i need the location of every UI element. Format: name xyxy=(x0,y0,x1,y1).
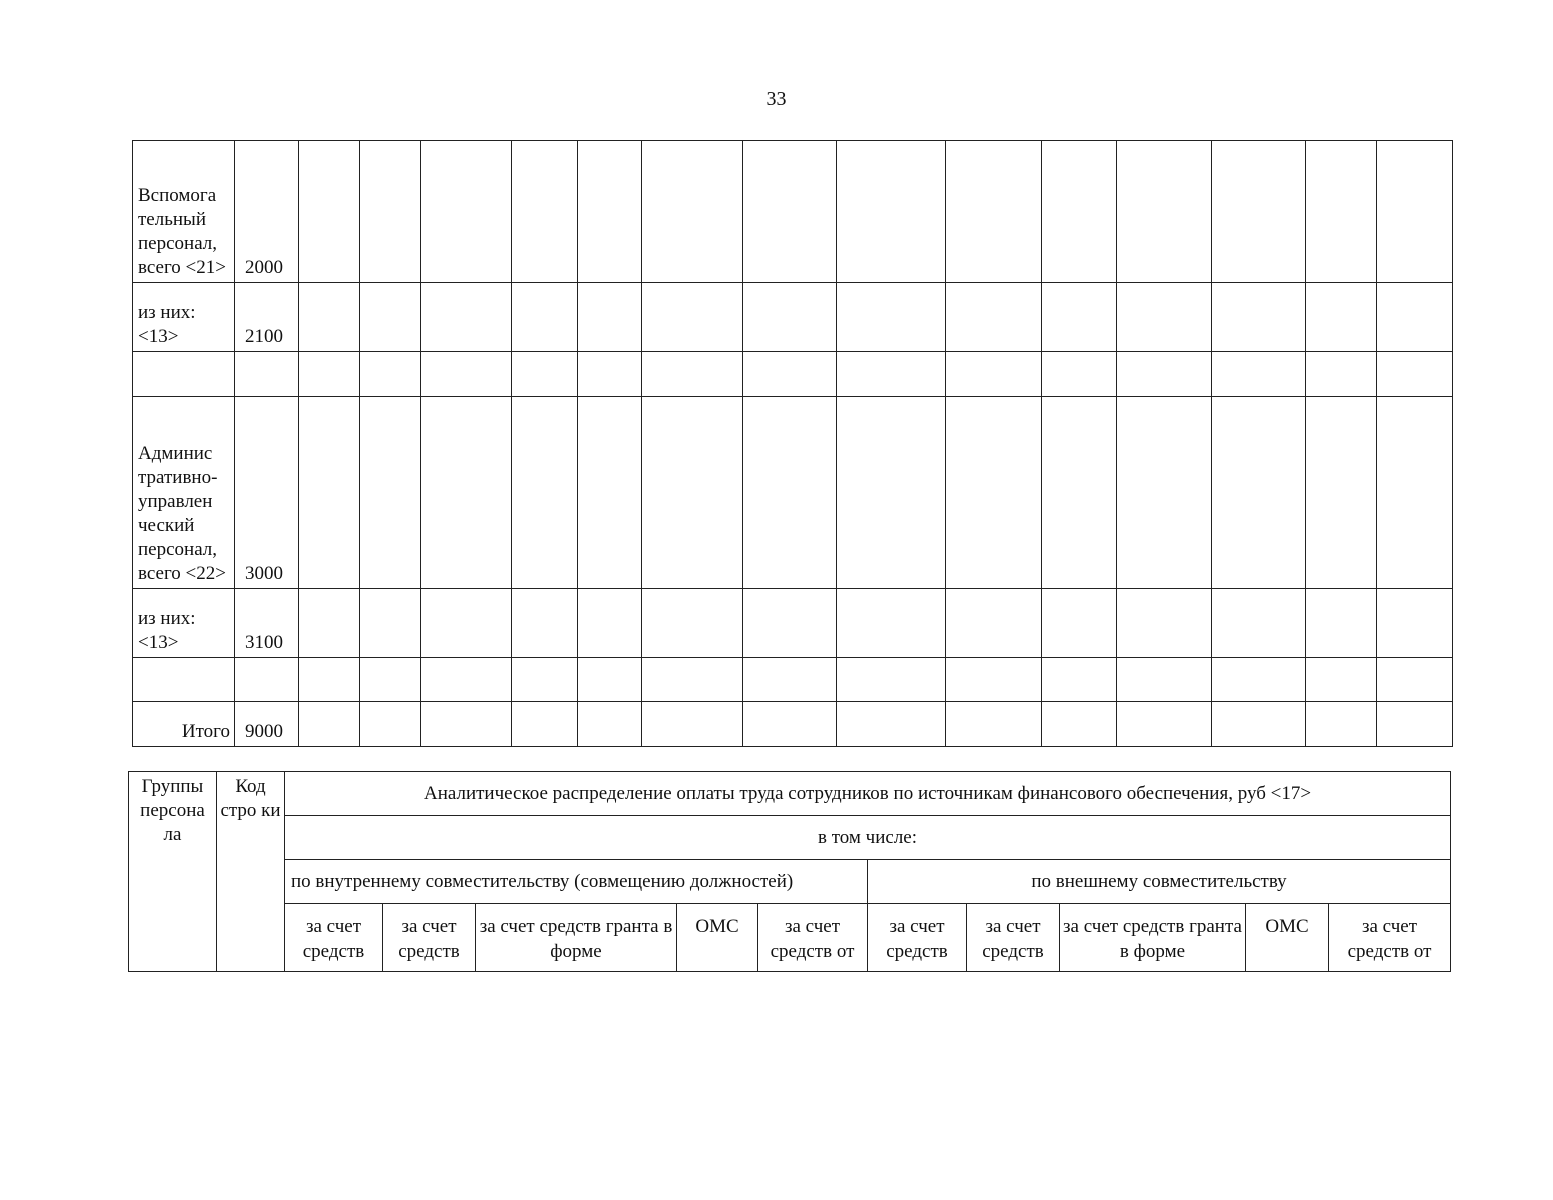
empty-cell xyxy=(578,283,642,352)
empty-cell xyxy=(360,589,421,658)
empty-cell xyxy=(1377,352,1453,397)
empty-cell xyxy=(1212,702,1306,747)
empty-cell xyxy=(1042,658,1117,702)
empty-cell xyxy=(421,702,512,747)
empty-cell xyxy=(1212,141,1306,283)
empty-cell xyxy=(1117,658,1212,702)
table-row xyxy=(133,702,1453,747)
empty-cell xyxy=(837,352,946,397)
empty-cell xyxy=(512,141,578,283)
salary-distribution-header-table xyxy=(128,771,1451,972)
sub-header-cell: ОМС xyxy=(1246,904,1329,972)
empty-cell xyxy=(299,658,360,702)
header-code: Код стро ки xyxy=(217,772,285,972)
empty-cell xyxy=(1042,283,1117,352)
empty-cell xyxy=(946,397,1042,589)
row-code: 3000 xyxy=(235,397,299,589)
empty-cell xyxy=(1212,283,1306,352)
header-internal-group: по внутреннему совместительству (совмещению должностей) xyxy=(285,860,868,904)
row-code: 2000 xyxy=(235,141,299,283)
empty-cell xyxy=(1377,397,1453,589)
empty-cell xyxy=(743,352,837,397)
empty-cell xyxy=(837,702,946,747)
empty-cell xyxy=(1212,352,1306,397)
empty-cell xyxy=(1117,589,1212,658)
empty-cell xyxy=(1377,589,1453,658)
empty-cell xyxy=(578,141,642,283)
empty-cell xyxy=(360,352,421,397)
empty-cell xyxy=(512,658,578,702)
empty-cell xyxy=(299,702,360,747)
empty-cell xyxy=(743,702,837,747)
table-row xyxy=(133,283,1453,352)
empty-cell xyxy=(1117,352,1212,397)
sub-header-cell: за счет средств xyxy=(285,904,383,972)
table-row xyxy=(133,397,1453,589)
empty-cell xyxy=(1306,141,1377,283)
table-row xyxy=(133,589,1453,658)
sub-header-cell: за счет средств xyxy=(383,904,476,972)
table-row xyxy=(133,141,1453,283)
empty-cell xyxy=(743,283,837,352)
empty-cell xyxy=(946,658,1042,702)
row-label: Админис тративно-управлен ческий персонал, всего <22> xyxy=(133,397,235,589)
empty-cell xyxy=(946,141,1042,283)
empty-cell xyxy=(946,283,1042,352)
empty-cell xyxy=(360,141,421,283)
empty-cell xyxy=(578,352,642,397)
empty-cell xyxy=(421,283,512,352)
empty-cell xyxy=(946,589,1042,658)
empty-cell xyxy=(512,352,578,397)
header-external-group: по внешнему совместительству xyxy=(868,860,1451,904)
empty-cell xyxy=(1306,589,1377,658)
header-main: Аналитическое распределение оплаты труда сотрудников по источникам финансового обеспечения, руб <17> xyxy=(285,772,1451,816)
empty-cell xyxy=(1377,141,1453,283)
header-group: Группы персона ла xyxy=(129,772,217,972)
row-code xyxy=(235,658,299,702)
empty-cell xyxy=(642,658,743,702)
row-code: 2100 xyxy=(235,283,299,352)
empty-cell xyxy=(642,141,743,283)
row-label: из них: <13> xyxy=(133,283,235,352)
empty-cell xyxy=(1306,658,1377,702)
empty-cell xyxy=(1212,397,1306,589)
empty-cell xyxy=(360,283,421,352)
empty-cell xyxy=(578,589,642,658)
empty-cell xyxy=(1377,702,1453,747)
table-row xyxy=(133,352,1453,397)
empty-cell xyxy=(421,397,512,589)
empty-cell xyxy=(512,702,578,747)
empty-cell xyxy=(743,658,837,702)
empty-cell xyxy=(642,352,743,397)
empty-cell xyxy=(1042,397,1117,589)
empty-cell xyxy=(1377,658,1453,702)
row-code: 9000 xyxy=(235,702,299,747)
sub-header-cell: за счет средств от xyxy=(1329,904,1451,972)
empty-cell xyxy=(299,352,360,397)
empty-cell xyxy=(1117,702,1212,747)
empty-cell xyxy=(512,397,578,589)
row-code: 3100 xyxy=(235,589,299,658)
empty-cell xyxy=(642,589,743,658)
page-number: 33 xyxy=(766,88,787,110)
empty-cell xyxy=(837,397,946,589)
empty-cell xyxy=(299,141,360,283)
empty-cell xyxy=(299,589,360,658)
empty-cell xyxy=(578,658,642,702)
empty-cell xyxy=(1042,702,1117,747)
empty-cell xyxy=(1212,658,1306,702)
sub-header-cell: за счет средств гранта в форме xyxy=(476,904,677,972)
empty-cell xyxy=(1117,283,1212,352)
header-including: в том числе: xyxy=(285,816,1451,860)
empty-cell xyxy=(1117,397,1212,589)
empty-cell xyxy=(1042,352,1117,397)
empty-cell xyxy=(360,397,421,589)
sub-header-cell: за счет средств xyxy=(868,904,967,972)
table-row xyxy=(133,658,1453,702)
empty-cell xyxy=(642,702,743,747)
row-code xyxy=(235,352,299,397)
empty-cell xyxy=(743,589,837,658)
row-label: Вспомога тельный персонал, всего <21> xyxy=(133,141,235,283)
empty-cell xyxy=(1306,352,1377,397)
empty-cell xyxy=(1042,141,1117,283)
staff-summary-table xyxy=(132,140,1453,747)
empty-cell xyxy=(578,702,642,747)
empty-cell xyxy=(837,141,946,283)
empty-cell xyxy=(1212,589,1306,658)
row-label xyxy=(133,352,235,397)
empty-cell xyxy=(743,397,837,589)
row-label: из них: <13> xyxy=(133,589,235,658)
empty-cell xyxy=(421,658,512,702)
empty-cell xyxy=(360,658,421,702)
sub-header-cell: за счет средств от xyxy=(758,904,868,972)
empty-cell xyxy=(299,283,360,352)
row-label: Итого xyxy=(133,702,235,747)
empty-cell xyxy=(421,352,512,397)
empty-cell xyxy=(837,658,946,702)
empty-cell xyxy=(360,702,421,747)
empty-cell xyxy=(1306,702,1377,747)
empty-cell xyxy=(743,141,837,283)
row-label xyxy=(133,658,235,702)
empty-cell xyxy=(421,589,512,658)
empty-cell xyxy=(946,702,1042,747)
empty-cell xyxy=(578,397,642,589)
sub-header-cell: ОМС xyxy=(677,904,758,972)
empty-cell xyxy=(512,589,578,658)
empty-cell xyxy=(1117,141,1212,283)
empty-cell xyxy=(1042,589,1117,658)
empty-cell xyxy=(946,352,1042,397)
empty-cell xyxy=(1306,283,1377,352)
empty-cell xyxy=(837,589,946,658)
empty-cell xyxy=(1377,283,1453,352)
empty-cell xyxy=(421,141,512,283)
empty-cell xyxy=(512,283,578,352)
empty-cell xyxy=(642,397,743,589)
empty-cell xyxy=(1306,397,1377,589)
empty-cell xyxy=(837,283,946,352)
empty-cell xyxy=(642,283,743,352)
sub-header-cell: за счет средств xyxy=(967,904,1060,972)
sub-header-cell: за счет средств гранта в форме xyxy=(1060,904,1246,972)
empty-cell xyxy=(299,397,360,589)
